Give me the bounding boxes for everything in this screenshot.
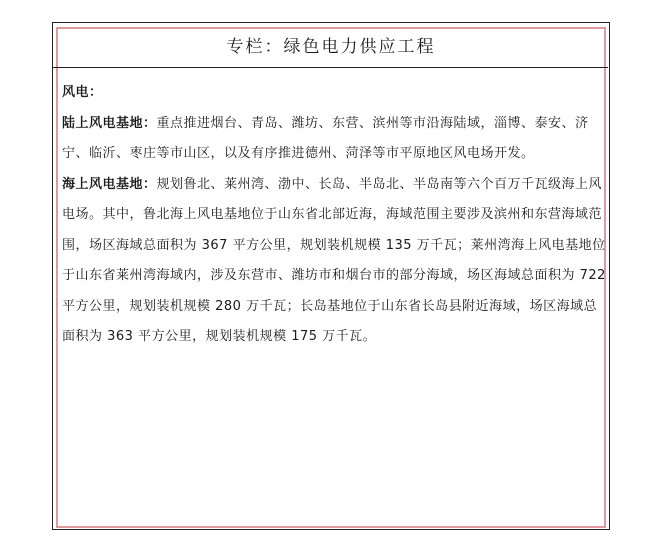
heading-paragraph	[62, 78, 610, 109]
offshore-text: 规划鲁北、莱州湾、渤中、长岛、半岛北、半岛南等六个百万千瓦级海上风电场。其中，鲁北海上风电基地位于山东省北部近海，海域范围主要涉及滨州和东营海域范围，场区海域总面积为 367 平方公里，规划装机规模 135 万千瓦；莱州湾海上风电基地位于山东省莱州湾海域内，涉及东营市、潍坊市和烟台市的部分海域，场区海域总面积为 722 平方公里，规划装机规模 280 万千瓦；长岛基地位于山东省长岛县附近海域，场区海域总面积为 363 平方公里，规划装机规模 175 万千瓦。	[62, 176, 606, 344]
wind-power-heading: 风电：	[62, 85, 103, 100]
onshore-paragraph	[62, 109, 610, 170]
column-body	[62, 78, 610, 353]
title-divider	[52, 67, 608, 68]
offshore-label: 海上风电基地：	[62, 176, 157, 192]
column-title: 专栏：绿色电力供应工程	[226, 37, 436, 57]
onshore-text: 重点推进烟台、青岛、潍坊、东营、滨州等市沿海陆域，淄博、泰安、济宁、临沂、枣庄等市山区，以及有序推进德州、菏泽等市平原地区风电场开发。	[62, 115, 589, 161]
onshore-label: 陆上风电基地：	[62, 115, 157, 131]
offshore-paragraph	[62, 170, 610, 353]
